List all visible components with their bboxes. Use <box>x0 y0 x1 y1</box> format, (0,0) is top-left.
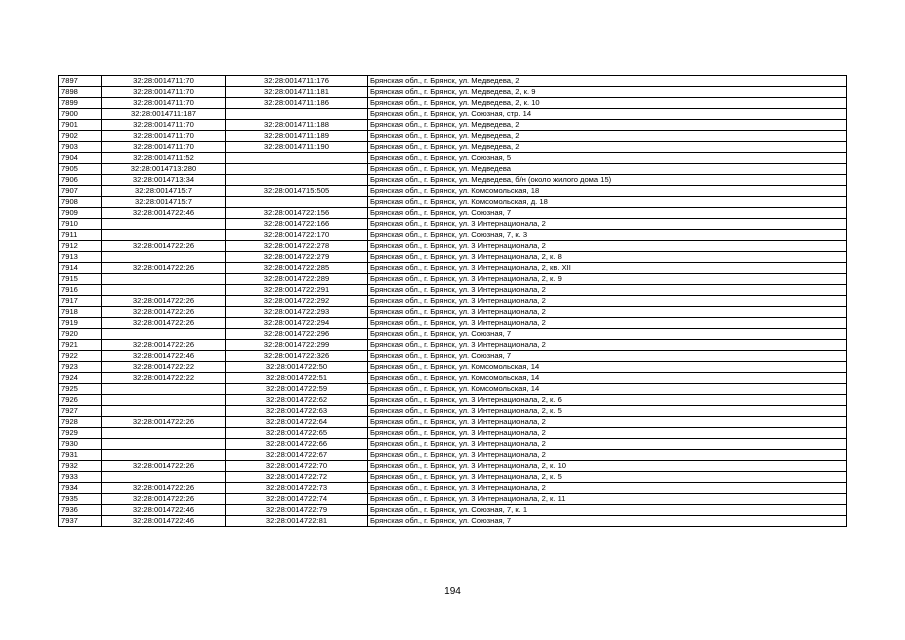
address-cell: Брянская обл., г. Брянск, ул. 3 Интернационала, 2 <box>368 417 847 428</box>
address-cell: Брянская обл., г. Брянск, ул. Медведева, 2 <box>368 120 847 131</box>
object-number-cell: 32:28:0014722:66 <box>226 439 368 450</box>
table-row <box>59 285 847 296</box>
row-number-cell: 7930 <box>59 439 102 450</box>
parcel-number-cell <box>102 472 226 483</box>
object-number-cell: 32:28:0014711:188 <box>226 120 368 131</box>
row-number-cell: 7904 <box>59 153 102 164</box>
object-number-cell: 32:28:0014722:294 <box>226 318 368 329</box>
address-cell: Брянская обл., г. Брянск, ул. Медведева, 2 <box>368 142 847 153</box>
object-number-cell <box>226 153 368 164</box>
table-row <box>59 241 847 252</box>
object-number-cell: 32:28:0014722:59 <box>226 384 368 395</box>
parcel-number-cell: 32:28:0014711:70 <box>102 87 226 98</box>
row-number-cell: 7937 <box>59 516 102 527</box>
parcel-number-cell: 32:28:0014722:26 <box>102 318 226 329</box>
object-number-cell <box>226 175 368 186</box>
table-row <box>59 351 847 362</box>
row-number-cell: 7926 <box>59 395 102 406</box>
parcel-number-cell <box>102 450 226 461</box>
address-cell: Брянская обл., г. Брянск, ул. Союзная, 7, к. 3 <box>368 230 847 241</box>
parcel-number-cell: 32:28:0014711:52 <box>102 153 226 164</box>
parcel-number-cell: 32:28:0014722:46 <box>102 351 226 362</box>
table-row <box>59 494 847 505</box>
parcel-number-cell: 32:28:0014722:26 <box>102 307 226 318</box>
address-cell: Брянская обл., г. Брянск, ул. Комсомольская, 18 <box>368 186 847 197</box>
parcel-number-cell <box>102 406 226 417</box>
parcel-number-cell: 32:28:0014715:7 <box>102 197 226 208</box>
address-cell: Брянская обл., г. Брянск, ул. Союзная, 7 <box>368 351 847 362</box>
object-number-cell: 32:28:0014722:74 <box>226 494 368 505</box>
parcel-number-cell: 32:28:0014722:26 <box>102 461 226 472</box>
object-number-cell: 32:28:0014722:62 <box>226 395 368 406</box>
table-row <box>59 263 847 274</box>
row-number-cell: 7918 <box>59 307 102 318</box>
table-row <box>59 120 847 131</box>
row-number-cell: 7925 <box>59 384 102 395</box>
object-number-cell: 32:28:0014722:278 <box>226 241 368 252</box>
address-cell: Брянская обл., г. Брянск, ул. 3 Интернационала, 2 <box>368 285 847 296</box>
address-cell: Брянская обл., г. Брянск, ул. Союзная, 7 <box>368 329 847 340</box>
address-cell: Брянская обл., г. Брянск, ул. 3 Интернационала, 2, к. 5 <box>368 472 847 483</box>
address-cell: Брянская обл., г. Брянск, ул. Медведева, 2 <box>368 76 847 87</box>
row-number-cell: 7905 <box>59 164 102 175</box>
object-number-cell <box>226 109 368 120</box>
row-number-cell: 7927 <box>59 406 102 417</box>
table-row <box>59 296 847 307</box>
object-number-cell: 32:28:0014722:296 <box>226 329 368 340</box>
address-cell: Брянская обл., г. Брянск, ул. 3 Интернационала, 2 <box>368 340 847 351</box>
table-row <box>59 384 847 395</box>
row-number-cell: 7899 <box>59 98 102 109</box>
row-number-cell: 7914 <box>59 263 102 274</box>
table-row <box>59 417 847 428</box>
row-number-cell: 7933 <box>59 472 102 483</box>
table-row <box>59 175 847 186</box>
address-cell: Брянская обл., г. Брянск, ул. 3 Интернационала, 2, к. 9 <box>368 274 847 285</box>
address-cell: Брянская обл., г. Брянск, ул. Комсомольская, 14 <box>368 373 847 384</box>
row-number-cell: 7902 <box>59 131 102 142</box>
address-cell: Брянская обл., г. Брянск, ул. Комсомольская, 14 <box>368 384 847 395</box>
table-row <box>59 87 847 98</box>
address-cell: Брянская обл., г. Брянск, ул. 3 Интернационала, 2 <box>368 241 847 252</box>
cadastral-register-table <box>58 75 847 527</box>
object-number-cell: 32:28:0014722:72 <box>226 472 368 483</box>
address-cell: Брянская обл., г. Брянск, ул. Союзная, 7 <box>368 516 847 527</box>
parcel-number-cell: 32:28:0014722:26 <box>102 417 226 428</box>
table-row <box>59 406 847 417</box>
row-number-cell: 7935 <box>59 494 102 505</box>
parcel-number-cell: 32:28:0014713:34 <box>102 175 226 186</box>
object-number-cell <box>226 164 368 175</box>
parcel-number-cell: 32:28:0014722:46 <box>102 505 226 516</box>
row-number-cell: 7911 <box>59 230 102 241</box>
page-number: 194 <box>444 586 461 597</box>
address-cell: Брянская обл., г. Брянск, ул. 3 Интернационала, 2, к. 10 <box>368 461 847 472</box>
parcel-number-cell: 32:28:0014711:70 <box>102 131 226 142</box>
table-row <box>59 131 847 142</box>
table-row <box>59 395 847 406</box>
table-row <box>59 472 847 483</box>
table-row <box>59 153 847 164</box>
object-number-cell: 32:28:0014722:65 <box>226 428 368 439</box>
table-row <box>59 428 847 439</box>
table-row <box>59 109 847 120</box>
row-number-cell: 7924 <box>59 373 102 384</box>
address-cell: Брянская обл., г. Брянск, ул. Медведева, 2 <box>368 131 847 142</box>
table-row <box>59 252 847 263</box>
object-number-cell: 32:28:0014711:176 <box>226 76 368 87</box>
row-number-cell: 7934 <box>59 483 102 494</box>
object-number-cell: 32:28:0014711:189 <box>226 131 368 142</box>
address-cell: Брянская обл., г. Брянск, ул. Союзная, 5 <box>368 153 847 164</box>
address-cell: Брянская обл., г. Брянск, ул. Комсомольская, 14 <box>368 362 847 373</box>
row-number-cell: 7928 <box>59 417 102 428</box>
parcel-number-cell: 32:28:0014722:46 <box>102 208 226 219</box>
row-number-cell: 7919 <box>59 318 102 329</box>
row-number-cell: 7913 <box>59 252 102 263</box>
row-number-cell: 7906 <box>59 175 102 186</box>
row-number-cell: 7912 <box>59 241 102 252</box>
object-number-cell: 32:28:0014722:63 <box>226 406 368 417</box>
row-number-cell: 7897 <box>59 76 102 87</box>
object-number-cell: 32:28:0014722:291 <box>226 285 368 296</box>
table-row <box>59 307 847 318</box>
address-cell: Брянская обл., г. Брянск, ул. 3 Интернационала, 2 <box>368 318 847 329</box>
object-number-cell: 32:28:0014722:326 <box>226 351 368 362</box>
parcel-number-cell: 32:28:0014722:26 <box>102 241 226 252</box>
table-row <box>59 208 847 219</box>
object-number-cell: 32:28:0014722:293 <box>226 307 368 318</box>
table-row <box>59 164 847 175</box>
address-cell: Брянская обл., г. Брянск, ул. 3 Интернационала, 2 <box>368 450 847 461</box>
row-number-cell: 7900 <box>59 109 102 120</box>
row-number-cell: 7931 <box>59 450 102 461</box>
address-cell: Брянская обл., г. Брянск, ул. Медведева <box>368 164 847 175</box>
parcel-number-cell: 32:28:0014722:26 <box>102 494 226 505</box>
address-cell: Брянская обл., г. Брянск, ул. 3 Интернационала, 2, к. 8 <box>368 252 847 263</box>
row-number-cell: 7915 <box>59 274 102 285</box>
register-table-body <box>59 76 847 527</box>
parcel-number-cell: 32:28:0014722:26 <box>102 340 226 351</box>
row-number-cell: 7908 <box>59 197 102 208</box>
object-number-cell: 32:28:0014722:50 <box>226 362 368 373</box>
address-cell: Брянская обл., г. Брянск, ул. 3 Интернационала, 2 <box>368 439 847 450</box>
object-number-cell: 32:28:0014715:505 <box>226 186 368 197</box>
table-row <box>59 340 847 351</box>
object-number-cell: 32:28:0014722:289 <box>226 274 368 285</box>
object-number-cell: 32:28:0014722:292 <box>226 296 368 307</box>
row-number-cell: 7909 <box>59 208 102 219</box>
parcel-number-cell <box>102 439 226 450</box>
table-row <box>59 516 847 527</box>
parcel-number-cell: 32:28:0014722:26 <box>102 296 226 307</box>
parcel-number-cell: 32:28:0014722:22 <box>102 362 226 373</box>
table-row <box>59 505 847 516</box>
parcel-number-cell <box>102 274 226 285</box>
parcel-number-cell: 32:28:0014711:70 <box>102 120 226 131</box>
parcel-number-cell <box>102 329 226 340</box>
row-number-cell: 7907 <box>59 186 102 197</box>
object-number-cell: 32:28:0014711:186 <box>226 98 368 109</box>
address-cell: Брянская обл., г. Брянск, ул. Союзная, стр. 14 <box>368 109 847 120</box>
parcel-number-cell <box>102 252 226 263</box>
row-number-cell: 7910 <box>59 219 102 230</box>
object-number-cell: 32:28:0014711:181 <box>226 87 368 98</box>
row-number-cell: 7903 <box>59 142 102 153</box>
row-number-cell: 7916 <box>59 285 102 296</box>
address-cell: Брянская обл., г. Брянск, ул. Медведева, 2, к. 10 <box>368 98 847 109</box>
table-row <box>59 318 847 329</box>
object-number-cell: 32:28:0014722:64 <box>226 417 368 428</box>
address-cell: Брянская обл., г. Брянск, ул. 3 Интернационала, 2 <box>368 483 847 494</box>
parcel-number-cell: 32:28:0014722:26 <box>102 483 226 494</box>
address-cell: Брянская обл., г. Брянск, ул. Союзная, 7 <box>368 208 847 219</box>
row-number-cell: 7923 <box>59 362 102 373</box>
address-cell: Брянская обл., г. Брянск, ул. 3 Интернационала, 2, к. 11 <box>368 494 847 505</box>
object-number-cell: 32:28:0014722:170 <box>226 230 368 241</box>
object-number-cell: 32:28:0014711:190 <box>226 142 368 153</box>
table-row <box>59 186 847 197</box>
row-number-cell: 7936 <box>59 505 102 516</box>
parcel-number-cell: 32:28:0014711:187 <box>102 109 226 120</box>
row-number-cell: 7922 <box>59 351 102 362</box>
address-cell: Брянская обл., г. Брянск, ул. 3 Интернационала, 2, к. 5 <box>368 406 847 417</box>
parcel-number-cell: 32:28:0014722:26 <box>102 263 226 274</box>
address-cell: Брянская обл., г. Брянск, ул. 3 Интернационала, 2 <box>368 219 847 230</box>
table-row <box>59 439 847 450</box>
address-cell: Брянская обл., г. Брянск, ул. Медведева, б/н (около жилого дома 15) <box>368 175 847 186</box>
table-row <box>59 373 847 384</box>
object-number-cell: 32:28:0014722:73 <box>226 483 368 494</box>
address-cell: Брянская обл., г. Брянск, ул. Союзная, 7, к. 1 <box>368 505 847 516</box>
object-number-cell: 32:28:0014722:79 <box>226 505 368 516</box>
address-cell: Брянская обл., г. Брянск, ул. 3 Интернационала, 2 <box>368 428 847 439</box>
table-row <box>59 219 847 230</box>
table-row <box>59 230 847 241</box>
parcel-number-cell: 32:28:0014711:70 <box>102 142 226 153</box>
parcel-number-cell: 32:28:0014711:70 <box>102 76 226 87</box>
table-row <box>59 362 847 373</box>
row-number-cell: 7898 <box>59 87 102 98</box>
object-number-cell: 32:28:0014722:285 <box>226 263 368 274</box>
address-cell: Брянская обл., г. Брянск, ул. 3 Интернационала, 2 <box>368 296 847 307</box>
object-number-cell: 32:28:0014722:70 <box>226 461 368 472</box>
row-number-cell: 7929 <box>59 428 102 439</box>
table-row <box>59 450 847 461</box>
address-cell: Брянская обл., г. Брянск, ул. 3 Интернационала, 2, кв. XII <box>368 263 847 274</box>
object-number-cell: 32:28:0014722:156 <box>226 208 368 219</box>
parcel-number-cell: 32:28:0014722:22 <box>102 373 226 384</box>
row-number-cell: 7901 <box>59 120 102 131</box>
table-row <box>59 461 847 472</box>
parcel-number-cell: 32:28:0014722:46 <box>102 516 226 527</box>
row-number-cell: 7920 <box>59 329 102 340</box>
object-number-cell: 32:28:0014722:279 <box>226 252 368 263</box>
table-row <box>59 483 847 494</box>
address-cell: Брянская обл., г. Брянск, ул. 3 Интернационала, 2, к. 6 <box>368 395 847 406</box>
parcel-number-cell <box>102 428 226 439</box>
address-cell: Брянская обл., г. Брянск, ул. Комсомольская, д. 18 <box>368 197 847 208</box>
object-number-cell <box>226 197 368 208</box>
object-number-cell: 32:28:0014722:51 <box>226 373 368 384</box>
parcel-number-cell <box>102 219 226 230</box>
row-number-cell: 7921 <box>59 340 102 351</box>
object-number-cell: 32:28:0014722:299 <box>226 340 368 351</box>
parcel-number-cell <box>102 230 226 241</box>
address-cell: Брянская обл., г. Брянск, ул. 3 Интернационала, 2 <box>368 307 847 318</box>
table-row <box>59 142 847 153</box>
parcel-number-cell <box>102 285 226 296</box>
table-row <box>59 197 847 208</box>
parcel-number-cell <box>102 384 226 395</box>
table-row <box>59 98 847 109</box>
table-row <box>59 274 847 285</box>
row-number-cell: 7917 <box>59 296 102 307</box>
parcel-number-cell <box>102 395 226 406</box>
table-row <box>59 329 847 340</box>
object-number-cell: 32:28:0014722:166 <box>226 219 368 230</box>
object-number-cell: 32:28:0014722:67 <box>226 450 368 461</box>
table-row <box>59 76 847 87</box>
address-cell: Брянская обл., г. Брянск, ул. Медведева, 2, к. 9 <box>368 87 847 98</box>
row-number-cell: 7932 <box>59 461 102 472</box>
parcel-number-cell: 32:28:0014713:280 <box>102 164 226 175</box>
object-number-cell: 32:28:0014722:81 <box>226 516 368 527</box>
parcel-number-cell: 32:28:0014715:7 <box>102 186 226 197</box>
parcel-number-cell: 32:28:0014711:70 <box>102 98 226 109</box>
